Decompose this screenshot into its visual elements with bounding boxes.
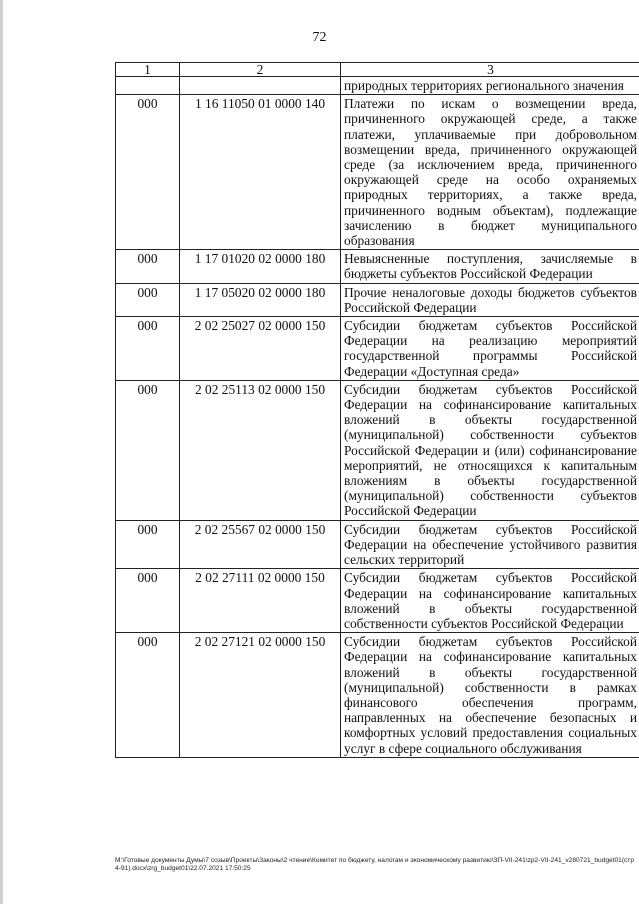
column-header-3: 3	[341, 63, 639, 77]
table-row	[116, 77, 639, 95]
kbk-code-cell	[180, 77, 341, 95]
kbk-code-cell: 2 02 25567 02 0000 150	[180, 520, 341, 569]
description-cell: природных территориях регионального значения	[341, 77, 639, 95]
kbk-code-cell: 2 02 25027 02 0000 150	[180, 317, 341, 381]
file-path-footer: M:\Готовые документы Думы\7 созыв\Проекты\Законы\2 чтение\Комитет по бюджету, налогам и экономическому развитию\ЗП-VII-241\zp2-VII-241_v280721_budget01(стр4-91).docx\zrg_budget01\22.07.2021 17:50:25	[115, 857, 634, 872]
kbk-code-cell: 2 02 27111 02 0000 150	[180, 569, 341, 633]
code-cell: 000	[116, 95, 180, 250]
table-row	[116, 283, 639, 316]
code-cell: 000	[116, 380, 180, 520]
description-cell: Субсидии бюджетам субъектов Российской Федерации на реализацию мероприятий государственной программы Российской Федерации «Доступная среда»	[341, 317, 639, 381]
scan-edge	[0, 0, 3, 904]
code-cell	[116, 77, 180, 95]
code-cell: 000	[116, 569, 180, 633]
description-cell: Субсидии бюджетам субъектов Российской Федерации на софинансирование капитальных вложений в объекты государственной (муниципальной) собственности в рамках финансового обеспечения программ, направленных на обеспечение безопасных и комфортных условий предоставления социальных услуг в сфере социального обслуживания	[341, 633, 639, 758]
description-cell: Субсидии бюджетам субъектов Российской Федерации на обеспечение устойчивого развития сельских территорий	[341, 520, 639, 569]
code-cell: 000	[116, 317, 180, 381]
table-row	[116, 569, 639, 633]
description-cell: Субсидии бюджетам субъектов Российской Федерации на софинансирование капитальных вложений в объекты государственной собственности субъектов Российской Федерации	[341, 569, 639, 633]
description-cell: Субсидии бюджетам субъектов Российской Федерации на софинансирование капитальных вложений в объекты государственной (муниципальной) собственности субъектов Российской Федерации и (или) софинансирование мероприятий, не относящихся к капитальным вложениям в объекты государственной (муниципальной) собственности субъектов Российской Федерации	[341, 380, 639, 520]
column-header-1: 1	[116, 63, 180, 77]
revenue-classification-table	[115, 62, 639, 758]
table-row	[116, 520, 639, 569]
table-row	[116, 317, 639, 381]
code-cell: 000	[116, 283, 180, 316]
kbk-code-cell: 1 17 01020 02 0000 180	[180, 250, 341, 283]
code-cell: 000	[116, 633, 180, 758]
description-cell: Невыясненные поступления, зачисляемые в бюджеты субъектов Российской Федерации	[341, 250, 639, 283]
kbk-code-cell: 2 02 27121 02 0000 150	[180, 633, 341, 758]
table-header-row	[116, 63, 639, 77]
code-cell: 000	[116, 520, 180, 569]
table-row	[116, 633, 639, 758]
page-number: 72	[312, 30, 327, 45]
code-cell: 000	[116, 250, 180, 283]
table-row	[116, 95, 639, 250]
description-cell: Прочие неналоговые доходы бюджетов субъектов Российской Федерации	[341, 283, 639, 316]
kbk-code-cell: 1 16 11050 01 0000 140	[180, 95, 341, 250]
kbk-code-cell: 1 17 05020 02 0000 180	[180, 283, 341, 316]
table-row	[116, 380, 639, 520]
description-cell: Платежи по искам о возмещении вреда, причиненного окружающей среде, а также платежи, уплачиваемые при добровольном возмещении вреда, причиненного окружающей среде (за исключением вреда, причиненного окружающей среде на особо охраняемых природных территориях, а также вреда, причиненного водным объектам), подлежащие зачислению в бюджет муниципального образования	[341, 95, 639, 250]
kbk-code-cell: 2 02 25113 02 0000 150	[180, 380, 341, 520]
column-header-2: 2	[180, 63, 341, 77]
table-row	[116, 250, 639, 283]
